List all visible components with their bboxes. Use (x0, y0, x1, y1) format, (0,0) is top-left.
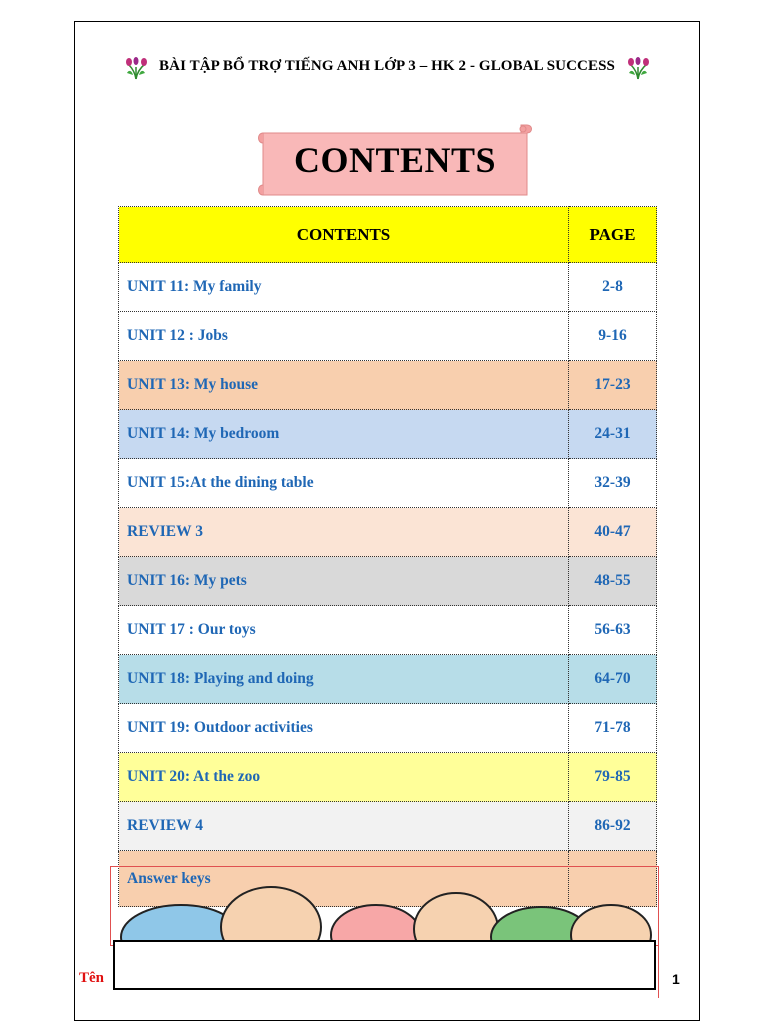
unit-title: REVIEW 4 (119, 802, 569, 851)
page-range: 9-16 (569, 312, 657, 361)
page-range: 64-70 (569, 655, 657, 704)
page-range: 24-31 (569, 410, 657, 459)
table-row (119, 655, 657, 704)
page-range: 40-47 (569, 508, 657, 557)
table-row (119, 802, 657, 851)
table-row (119, 508, 657, 557)
page-column-header: PAGE (569, 207, 657, 263)
page-range: 17-23 (569, 361, 657, 410)
flower-icon (623, 51, 653, 81)
unit-title: UNIT 17 : Our toys (119, 606, 569, 655)
table-row (119, 459, 657, 508)
flower-icon (121, 51, 151, 81)
unit-title: UNIT 12 : Jobs (119, 312, 569, 361)
name-field-box (113, 940, 656, 990)
table-row (119, 410, 657, 459)
unit-title: UNIT 16: My pets (119, 557, 569, 606)
table-row (119, 753, 657, 802)
page-header (100, 46, 674, 86)
name-label: Tên (79, 970, 105, 986)
page-range: 48-55 (569, 557, 657, 606)
page-range: 79-85 (569, 753, 657, 802)
table-header-row (119, 207, 657, 263)
page-range: 2-8 (569, 263, 657, 312)
unit-title: Answer keys (119, 851, 569, 907)
table-row (119, 263, 657, 312)
unit-title: REVIEW 3 (119, 508, 569, 557)
unit-title: UNIT 13: My house (119, 361, 569, 410)
unit-title: UNIT 20: At the zoo (119, 753, 569, 802)
page-range: 56-63 (569, 606, 657, 655)
page-range: 86-92 (569, 802, 657, 851)
page-number: 1 (672, 971, 680, 987)
illustration-border (658, 866, 659, 998)
table-row (119, 557, 657, 606)
contents-table (118, 206, 657, 907)
unit-title: UNIT 19: Outdoor activities (119, 704, 569, 753)
table-row (119, 704, 657, 753)
unit-title: UNIT 15:At the dining table (119, 459, 569, 508)
page-range: 32-39 (569, 459, 657, 508)
page-range: 71-78 (569, 704, 657, 753)
contents-banner (255, 123, 535, 201)
unit-title: UNIT 14: My bedroom (119, 410, 569, 459)
cartoon-children-illustration (110, 866, 659, 946)
table-row (119, 312, 657, 361)
contents-column-header: CONTENTS (119, 207, 569, 263)
header-title: BÀI TẬP BỔ TRỢ TIẾNG ANH LỚP 3 – HK 2 - GLOBAL SUCCESS (159, 57, 615, 74)
table-row (119, 361, 657, 410)
table-row (119, 606, 657, 655)
unit-title: UNIT 18: Playing and doing (119, 655, 569, 704)
banner-title: CONTENTS (293, 140, 497, 180)
unit-title: UNIT 11: My family (119, 263, 569, 312)
